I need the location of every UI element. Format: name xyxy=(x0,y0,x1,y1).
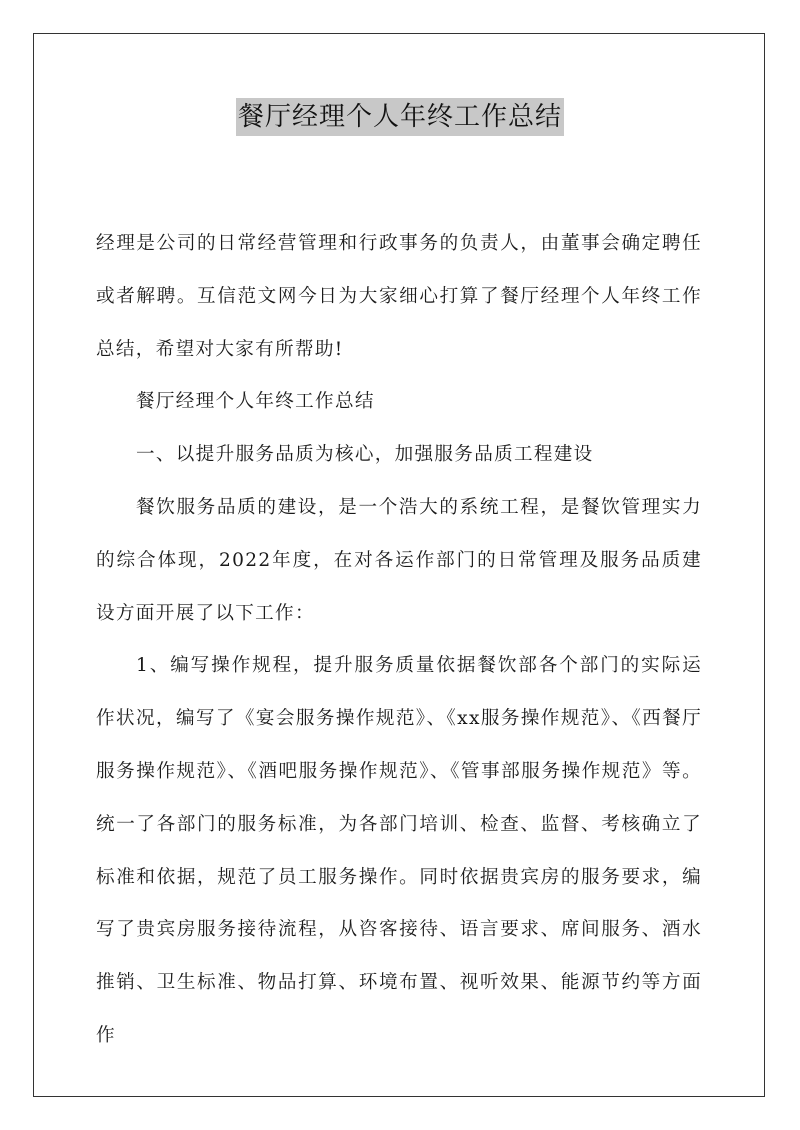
intro-paragraph: 经理是公司的日常经营管理和行政事务的负责人，由董事会确定聘任或者解聘。互信范文网今日为大家细心打算了餐厅经理个人年终工作总结，希望对大家有所帮助! xyxy=(96,233,702,360)
subsection-heading: 一、以提升服务品质为核心，加强服务品质工程建设 xyxy=(136,444,594,466)
body-paragraph: 1、编写操作规程，提升服务质量依据餐饮部各个部门的实际运作状况，编写了《宴会服务操作规范》、《xx服务操作规范》、《西餐厅服务操作规范》、《酒吧服务操作规范》、《管事部服务操作规范》等。统一了各部门的服务标准，为各部门培训、检查、监督、考核确立了标准和依据，规范了员工服务操作。同时依据贵宾房的服务要求，编写了贵宾房服务接待流程，从咨客接待、语言要求、席间服务、酒水推销、卫生标准、物品打算、环境布置、视听效果、能源节约等方面作 xyxy=(96,655,702,1046)
document-title: 餐厅经理个人年终工作总结 xyxy=(236,98,564,136)
title-container xyxy=(0,98,800,136)
body-paragraph: 餐饮服务品质的建设，是一个浩大的系统工程，是餐饮管理实力的综合体现，2022年度，在对各运作部门的日常管理及服务品质建设方面开展了以下工作： xyxy=(96,496,702,624)
document-body xyxy=(96,218,702,1063)
section-heading: 餐厅经理个人年终工作总结 xyxy=(136,391,375,413)
